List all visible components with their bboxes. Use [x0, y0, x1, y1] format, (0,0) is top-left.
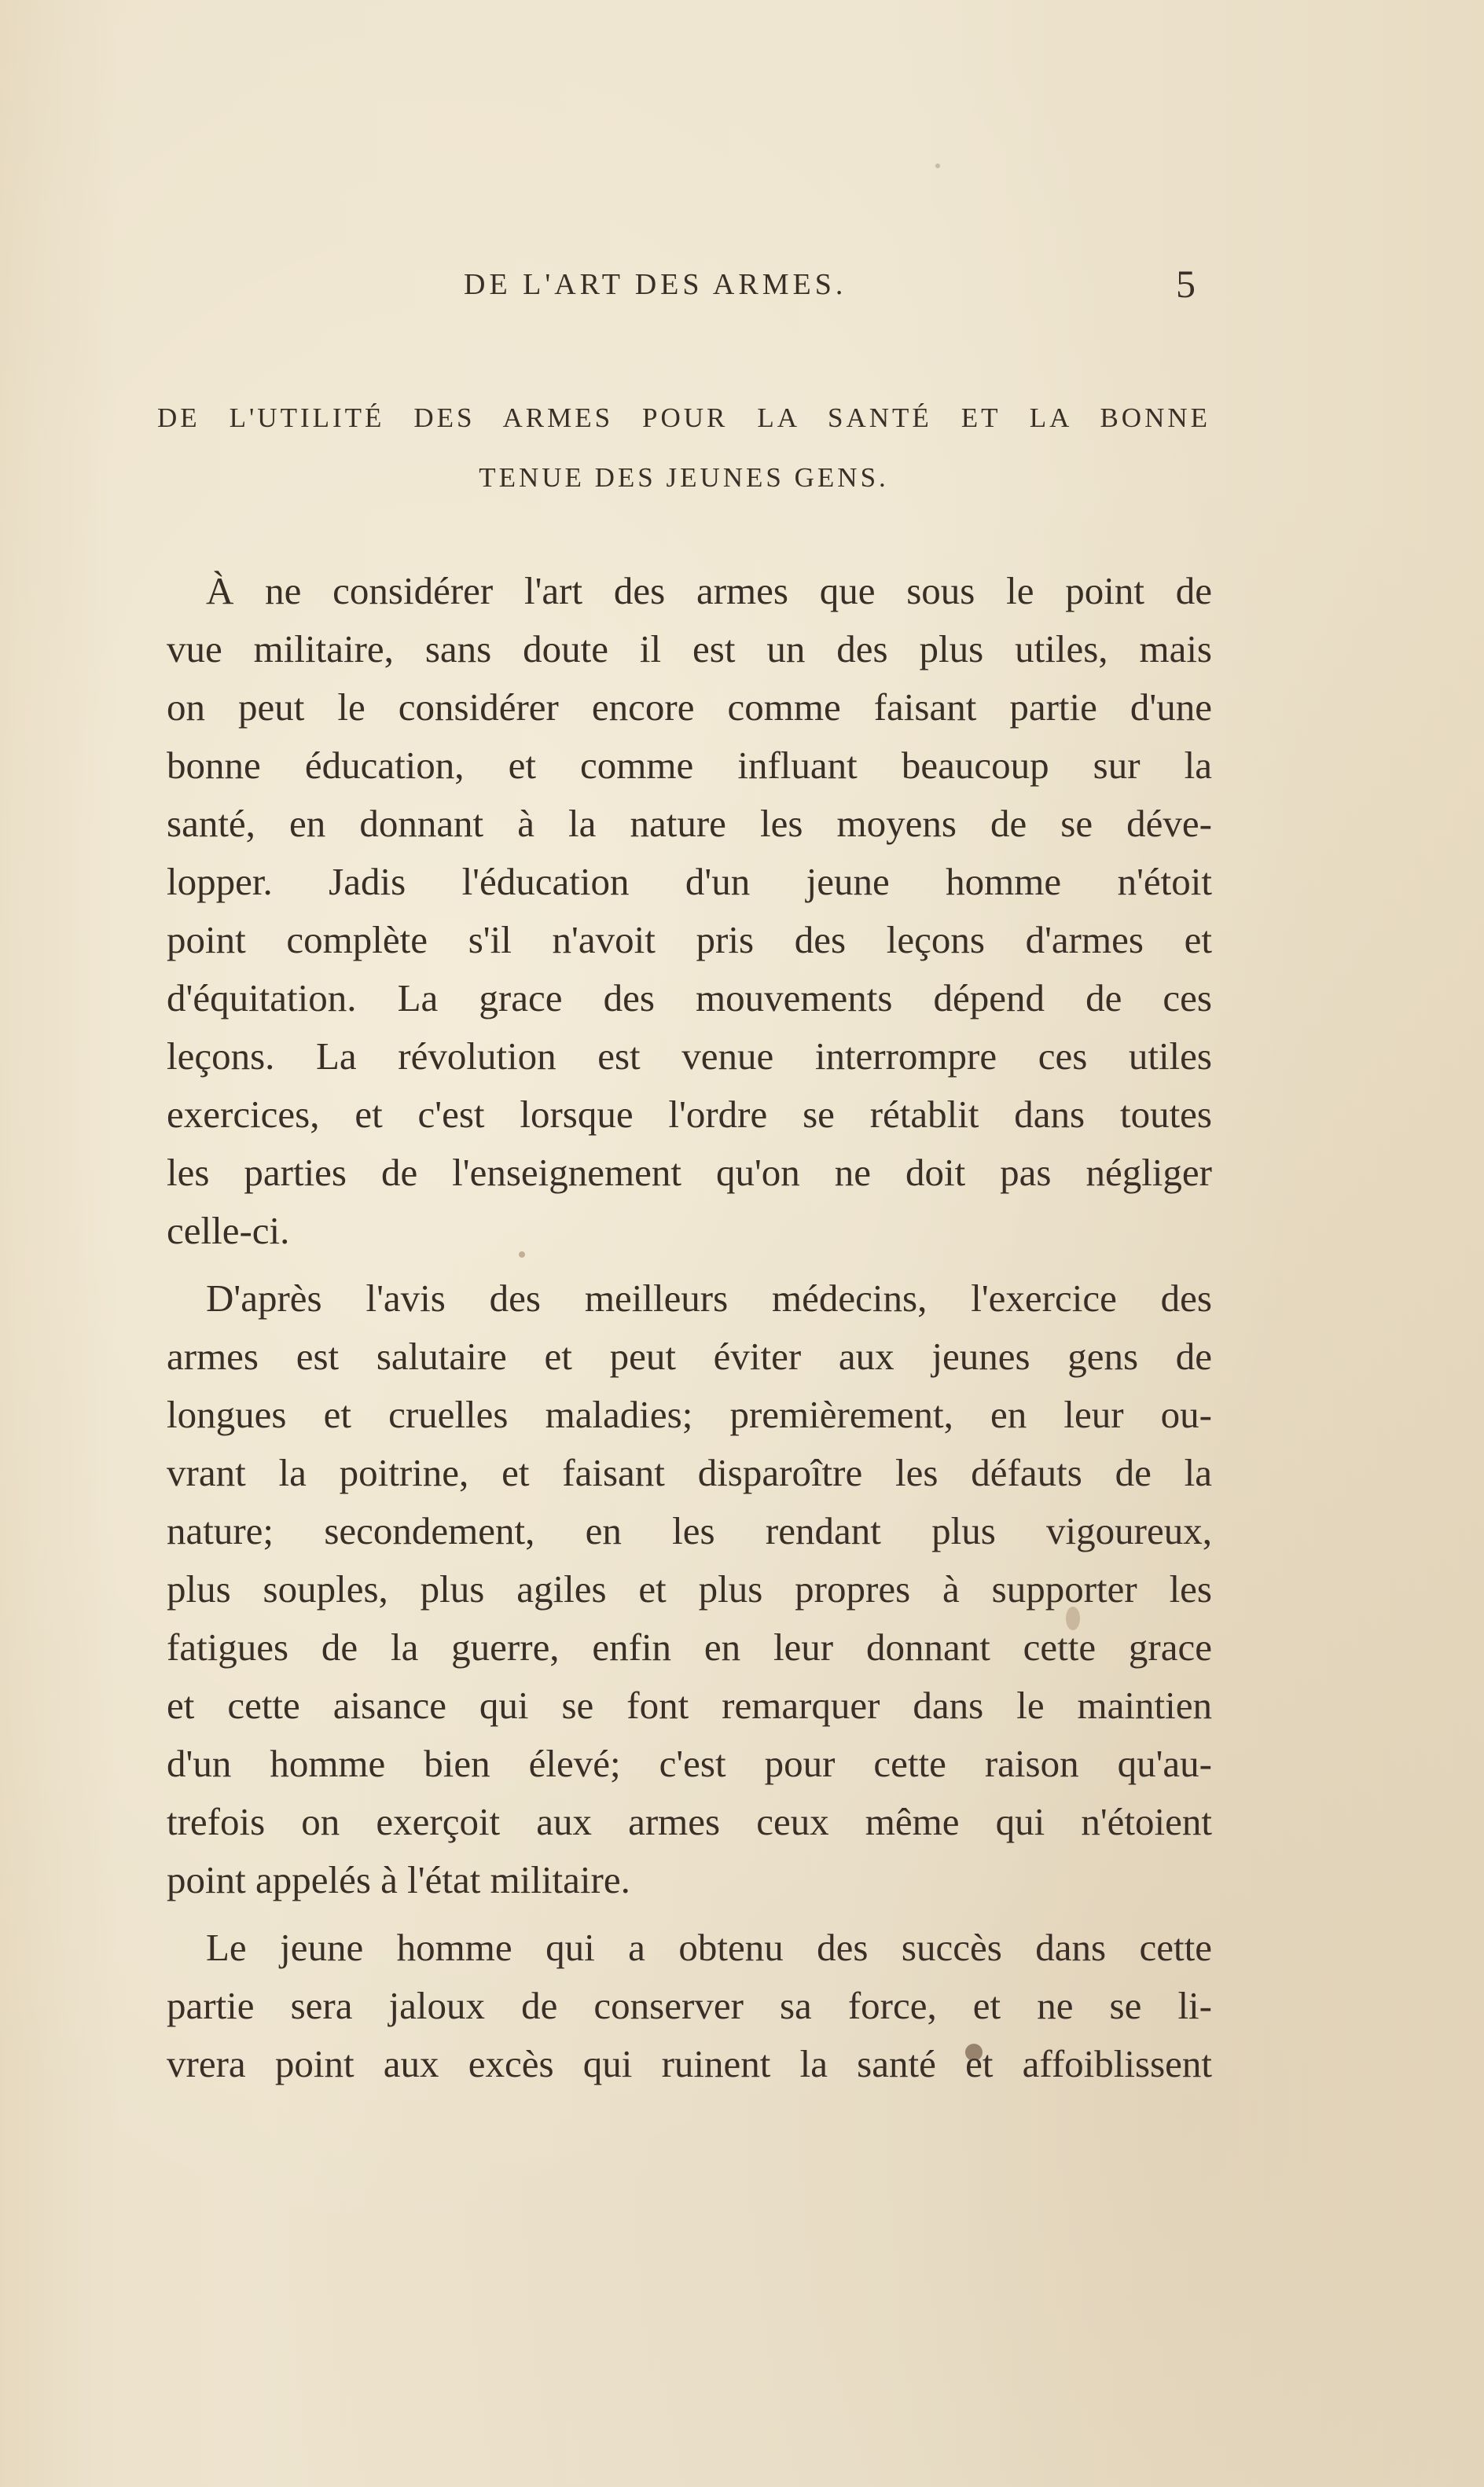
text-line: et cette aisance qui se font remarquer dans le maintien — [167, 1684, 1212, 1727]
section-title-line-2: TENUE DES JEUNES GENS. — [479, 462, 889, 493]
text-line: vrant la poitrine, et faisant disparoître les défauts de la — [167, 1451, 1212, 1494]
text-line: À ne considérer l'art des armes que sous le point de — [206, 569, 1212, 612]
text-line: bonne éducation, et comme influant beaucoup sur la — [167, 744, 1212, 787]
running-head: DE L'ART DES ARMES. — [464, 268, 847, 301]
text-line: plus souples, plus agiles et plus propres à supporter les — [167, 1567, 1212, 1611]
text-line: santé, en donnant à la nature les moyens de se déve- — [167, 802, 1212, 845]
text-line: partie sera jaloux de conserver sa force, et ne se li- — [167, 1984, 1212, 2027]
text-line: d'un homme bien élevé; c'est pour cette raison qu'au- — [167, 1742, 1212, 1785]
text-line: trefois on exerçoit aux armes ceux même qui n'étoient — [167, 1800, 1212, 1843]
text-line: d'équitation. La grace des mouvements dépend de ces — [167, 976, 1212, 1019]
text-line: on peut le considérer encore comme faisant partie d'une — [167, 685, 1212, 729]
text-line: armes est salutaire et peut éviter aux jeunes gens de — [167, 1335, 1212, 1378]
text-line: vue militaire, sans doute il est un des plus utiles, mais — [167, 627, 1212, 670]
page-number: 5 — [1176, 262, 1196, 306]
text-line: vrera point aux excès qui ruinent la santé et affoiblissent — [167, 2042, 1212, 2085]
paper-spot — [935, 163, 940, 168]
text-line: point complète s'il n'avoit pris des leçons d'armes et — [167, 918, 1212, 961]
text-line: nature; secondement, en les rendant plus vigoureux, — [167, 1509, 1212, 1552]
section-title-line-1: DE L'UTILITÉ DES ARMES POUR LA SANTÉ ET LA BONNE — [157, 402, 1210, 433]
text-line: D'après l'avis des meilleurs médecins, l'exercice des — [206, 1277, 1212, 1320]
text-line: longues et cruelles maladies; premièrement, en leur ou- — [167, 1393, 1212, 1436]
text-line: leçons. La révolution est venue interrompre ces utiles — [167, 1034, 1212, 1078]
text-line: point appelés à l'état militaire. — [167, 1858, 630, 1901]
text-line: exercices, et c'est lorsque l'ordre se rétablit dans toutes — [167, 1093, 1212, 1136]
text-line: les parties de l'enseignement qu'on ne doit pas négliger — [167, 1151, 1212, 1194]
text-line: fatigues de la guerre, enfin en leur donnant cette grace — [167, 1626, 1212, 1669]
text-line: lopper. Jadis l'éducation d'un jeune homme n'étoit — [167, 860, 1212, 903]
text-line: celle-ci. — [167, 1209, 290, 1252]
text-line: Le jeune homme qui a obtenu des succès dans cette — [206, 1926, 1212, 1969]
